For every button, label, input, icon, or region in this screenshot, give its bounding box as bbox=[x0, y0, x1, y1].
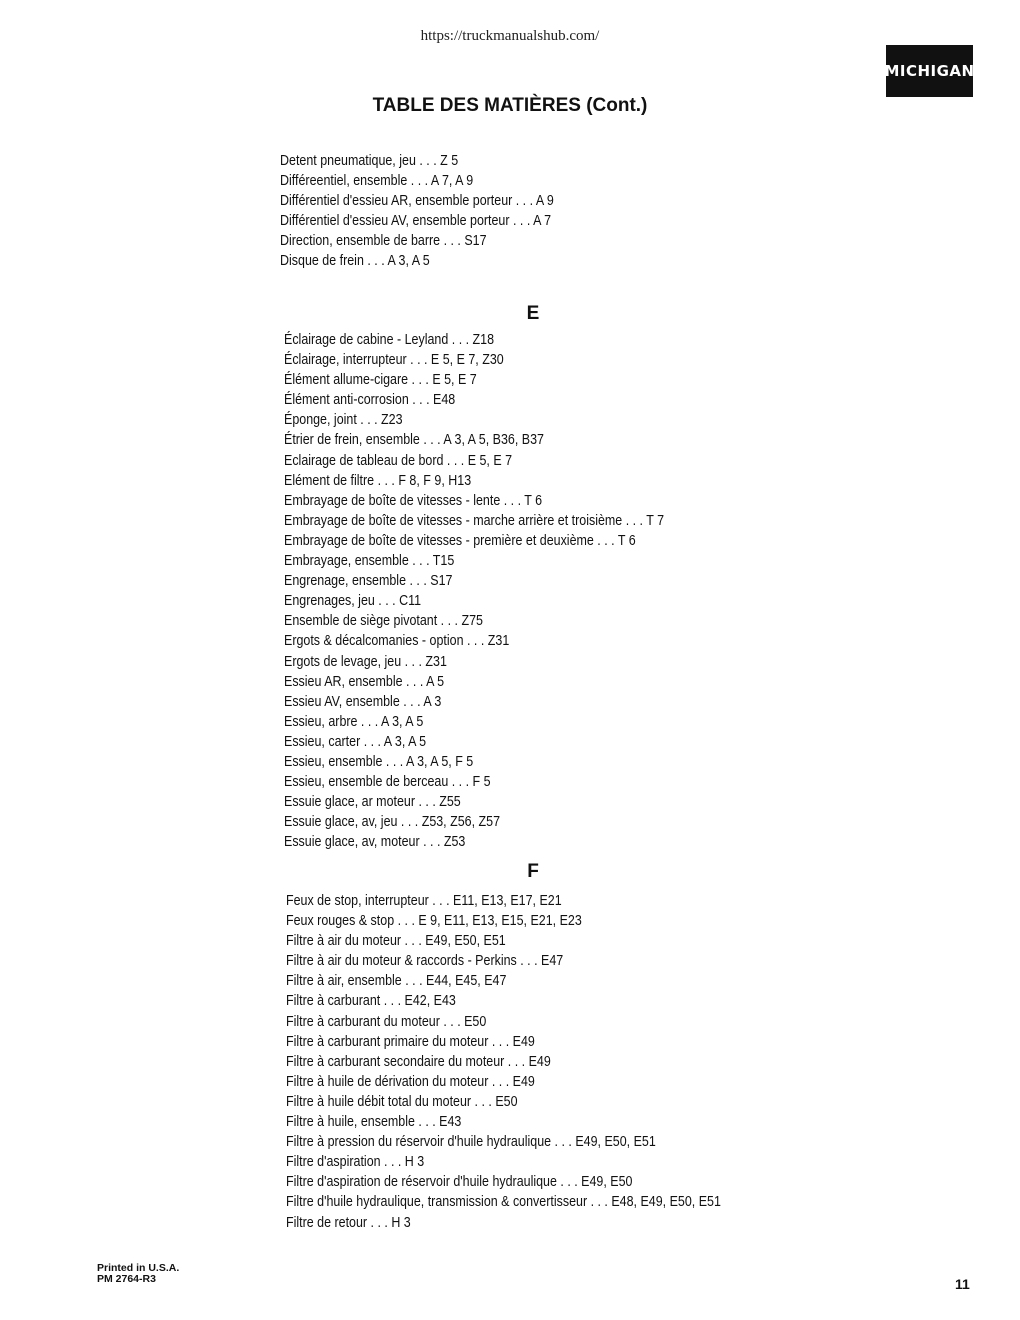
index-entry: Étrier de frein, ensemble . . . A 3, A 5, B36, B37 bbox=[284, 432, 544, 449]
index-entry: Filtre à huile débit total du moteur . . . E50 bbox=[286, 1093, 518, 1110]
index-entry: Filtre à huile de dérivation du moteur . . . E49 bbox=[286, 1073, 535, 1090]
index-entry: Éclairage de cabine - Leyland . . . Z18 bbox=[284, 332, 495, 348]
index-entry: Embrayage de boîte de vitesses - lente . . . T 6 bbox=[284, 492, 543, 509]
section-letter-e: E bbox=[526, 303, 540, 324]
index-entry: Feux rouges & stop . . . E 9, E11, E13, E15, E21, E23 bbox=[286, 913, 582, 930]
index-entry: Filtre à carburant primaire du moteur . . . E49 bbox=[286, 1033, 535, 1050]
michigan-logo: MICHIGAN bbox=[886, 45, 973, 97]
printed-in: Printed in U.S.A. bbox=[97, 1262, 180, 1274]
index-entry: Essieu AR, ensemble . . . A 5 bbox=[284, 673, 445, 690]
index-entry: Filtre à carburant . . . E42, E43 bbox=[286, 993, 456, 1010]
index-entry: Filtre à carburant du moteur . . . E50 bbox=[286, 1013, 487, 1030]
index-entry: Éclairage, interrupteur . . . E 5, E 7, Z30 bbox=[284, 352, 504, 369]
index-entry: Elément de filtre . . . F 8, F 9, H13 bbox=[284, 472, 472, 489]
index-entry: Essieu, arbre . . . A 3, A 5 bbox=[284, 713, 424, 730]
print-info bbox=[97, 1263, 179, 1285]
index-entry: Embrayage de boîte de vitesses - première et deuxième . . . T 6 bbox=[284, 532, 636, 549]
index-entry: Essieu, ensemble de berceau . . . F 5 bbox=[284, 774, 491, 791]
index-entry: Filtre à carburant secondaire du moteur . . . E49 bbox=[286, 1053, 551, 1070]
index-entry: Filtre à pression du réservoir d'huile hydraulique . . . E49, E50, E51 bbox=[286, 1134, 656, 1151]
index-list-e bbox=[284, 330, 664, 852]
index-list-f bbox=[286, 891, 721, 1233]
index-entry: Différentiel d'essieu AR, ensemble porteur . . . A 9 bbox=[280, 193, 554, 210]
index-entry: Disque de frein . . . A 3, A 5 bbox=[280, 253, 430, 270]
index-entry: Filtre de retour . . . H 3 bbox=[286, 1214, 411, 1231]
index-entry: Différentiel d'essieu AV, ensemble porteur . . . A 7 bbox=[280, 213, 552, 230]
index-entry: Essieu AV, ensemble . . . A 3 bbox=[284, 693, 442, 710]
index-entry: Élément allume-cigare . . . E 5, E 7 bbox=[284, 372, 477, 389]
index-entry: Engrenage, ensemble . . . S17 bbox=[284, 573, 453, 590]
section-letter-f: F bbox=[527, 861, 539, 882]
index-entry: Élément anti-corrosion . . . E48 bbox=[284, 392, 456, 409]
index-entry: Feux de stop, interrupteur . . . E11, E13, E17, E21 bbox=[286, 893, 562, 909]
source-url: https://truckmanualshub.com/ bbox=[420, 28, 600, 44]
index-entry: Filtre d'aspiration de réservoir d'huile hydraulique . . . E49, E50 bbox=[286, 1174, 633, 1191]
index-entry: Filtre d'huile hydraulique, transmission & convertisseur . . . E48, E49, E50, E51 bbox=[286, 1194, 721, 1211]
page-number: 11 bbox=[955, 1276, 970, 1292]
index-entry: Filtre à air du moteur & raccords - Perkins . . . E47 bbox=[286, 953, 564, 970]
index-entry: Ensemble de siège pivotant . . . Z75 bbox=[284, 613, 483, 630]
document-code: PM 2764-R3 bbox=[97, 1273, 156, 1285]
page-title: TABLE DES MATIÈRES (Cont.) bbox=[372, 95, 648, 116]
index-entry: Eclairage de tableau de bord . . . E 5, E 7 bbox=[284, 452, 513, 469]
index-entry: Embrayage, ensemble . . . T15 bbox=[284, 553, 455, 570]
index-entry: Engrenages, jeu . . . C11 bbox=[284, 593, 422, 610]
index-entry: Embrayage de boîte de vitesses - marche arrière et troisième . . . T 7 bbox=[284, 512, 665, 529]
index-entry: Essuie glace, av, jeu . . . Z53, Z56, Z57 bbox=[284, 814, 501, 831]
index-entry: Essuie glace, av, moteur . . . Z53 bbox=[284, 834, 466, 851]
index-entry: Éponge, joint . . . Z23 bbox=[284, 412, 403, 429]
index-entry: Filtre à huile, ensemble . . . E43 bbox=[286, 1114, 462, 1131]
index-entry: Essuie glace, ar moteur . . . Z55 bbox=[284, 794, 461, 811]
index-entry: Essieu, ensemble . . . A 3, A 5, F 5 bbox=[284, 753, 474, 770]
index-entry: Différeentiel, ensemble . . . A 7, A 9 bbox=[280, 173, 474, 190]
index-entry: Direction, ensemble de barre . . . S17 bbox=[280, 233, 487, 250]
index-list-d bbox=[280, 151, 554, 272]
index-entry: Essieu, carter . . . A 3, A 5 bbox=[284, 733, 427, 750]
index-entry: Filtre à air du moteur . . . E49, E50, E51 bbox=[286, 933, 506, 950]
index-entry: Ergots de levage, jeu . . . Z31 bbox=[284, 653, 447, 670]
index-entry: Ergots & décalcomanies - option . . . Z31 bbox=[284, 633, 510, 650]
index-entry: Filtre d'aspiration . . . H 3 bbox=[286, 1154, 425, 1171]
index-entry: Filtre à air, ensemble . . . E44, E45, E47 bbox=[286, 973, 507, 990]
index-entry: Detent pneumatique, jeu . . . Z 5 bbox=[280, 153, 459, 169]
